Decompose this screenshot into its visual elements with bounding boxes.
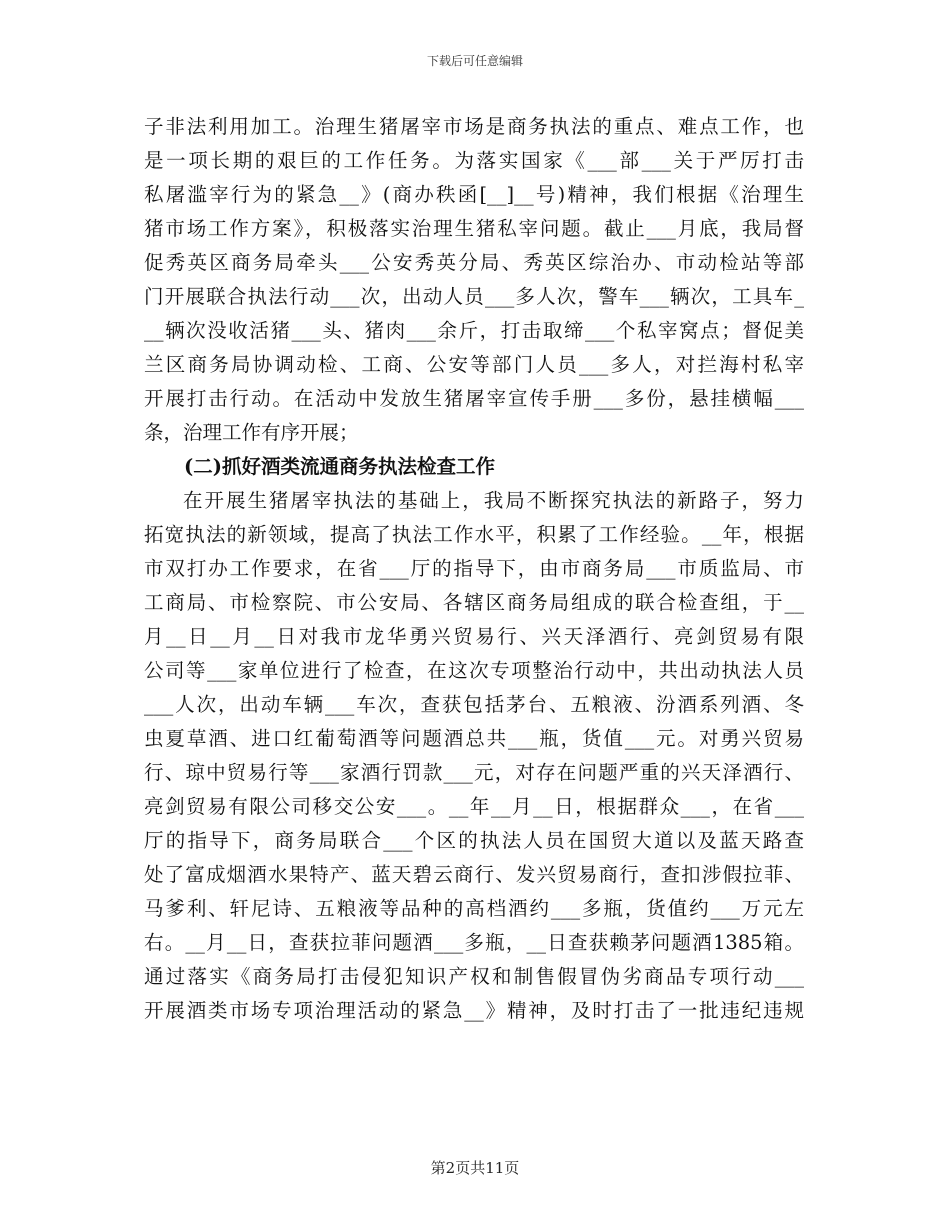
text-line: 处了富成烟酒水果特产、蓝天碧云商行、发兴贸易商行，查扣涉假拉菲、 [144,863,804,886]
document-body [144,110,804,1028]
text-line: 马爹利、轩尼诗、五粮液等品种的高档酒约___多瓶，货值约___万元左 [144,897,804,920]
text-line: 拓宽执法的新领域，提高了执法工作水平，积累了工作经验。__年，根据 [144,523,804,546]
text-line: ___人次，出动车辆___车次，查获包括茅台、五粮液、汾酒系列酒、冬 [144,693,804,716]
text-line: 私屠滥宰行为的紧急__》(商办秩函[__]__号)精神，我们根据《治理生 [144,183,804,206]
text-line: 通过落实《商务局打击侵犯知识产权和制售假冒伪劣商品专项行动___ [144,965,804,988]
text-line: __辆次没收活猪___头、猪肉___余斤，打击取缔___个私宰窝点；督促美 [144,319,804,342]
section-heading: (二)抓好酒类流通商务执法检查工作 [184,455,495,478]
page-number: 第2页共11页 [430,1159,520,1177]
text-line: 市双打办工作要求，在省___厅的指导下，由市商务局___市质监局、市 [144,557,804,580]
text-line: 促秀英区商务局牵头___公安秀英分局、秀英区综治办、市动检站等部 [144,251,804,274]
text-line: 右。__月__日，查获拉菲问题酒___多瓶，__日查获赖茅问题酒1385箱。 [144,931,804,954]
text-line: 猪市场工作方案》，积极落实治理生猪私宰问题。截止___月底，我局督 [144,217,804,240]
text-line: 子非法利用加工。治理生猪屠宰市场是商务执法的重点、难点工作，也 [144,115,804,138]
text-line: 条，治理工作有序开展； [144,421,359,444]
text-line: 在开展生猪屠宰执法的基础上，我局不断探究执法的新路子，努力 [183,489,804,512]
text-line: 公司等___家单位进行了检查，在这次专项整治行动中，共出动执法人员 [144,659,804,682]
text-line: 厅的指导下，商务局联合___个区的执法人员在国贸大道以及蓝天路查 [144,829,804,852]
text-line: 虫夏草酒、进口红葡萄酒等问题酒总共___瓶，货值___元。对勇兴贸易 [144,727,804,750]
text-line: 兰区商务局协调动检、工商、公安等部门人员___多人，对拦海村私宰 [144,353,804,376]
text-line: 亮剑贸易有限公司移交公安___。__年__月__日，根据群众___，在省___ [144,795,804,818]
text-line: 开展打击行动。在活动中发放生猪屠宰宣传手册___多份，悬挂横幅___ [144,387,804,410]
text-line: 月__日__月__日对我市龙华勇兴贸易行、兴天泽酒行、亮剑贸易有限 [144,625,804,648]
text-line: 是一项长期的艰巨的工作任务。为落实国家《___部___关于严厉打击 [144,149,804,172]
text-line: 工商局、市检察院、市公安局、各辖区商务局组成的联合检查组，于__ [144,591,804,614]
text-line: 开展酒类市场专项治理活动的紧急__》精神，及时打击了一批违纪违规 [144,999,804,1022]
page-header-note: 下载后可任意编辑 [426,54,523,68]
text-line: 行、琼中贸易行等___家酒行罚款___元，对存在问题严重的兴天泽酒行、 [144,761,804,784]
text-line: 门开展联合执法行动___次，出动人员___多人次，警车___辆次，工具车_ [144,285,804,308]
